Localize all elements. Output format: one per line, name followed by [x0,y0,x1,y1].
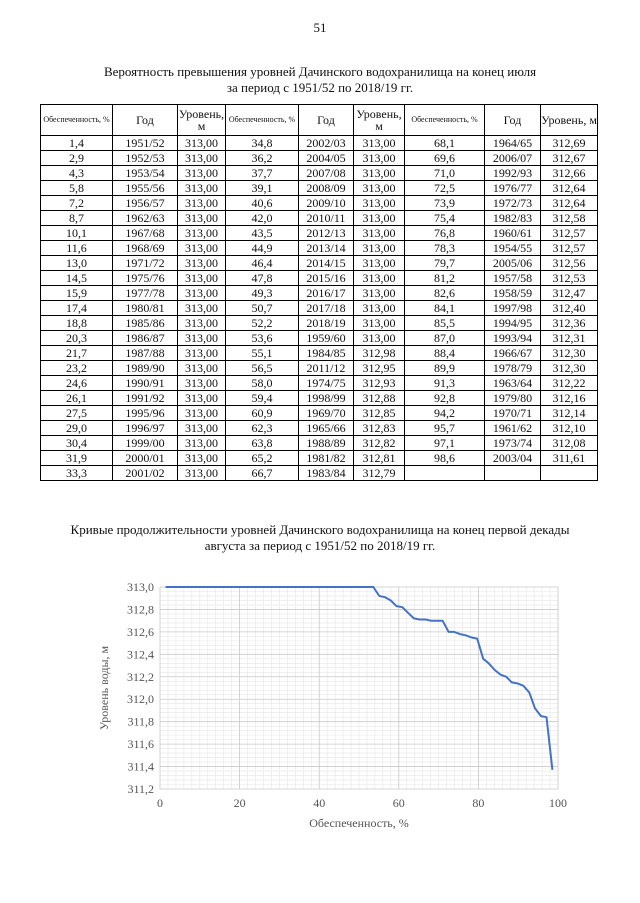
table-cell: 95,7 [405,421,485,436]
table-cell: 43,5 [226,226,299,241]
table-cell: 312,16 [541,391,598,406]
table-cell: 312,40 [541,301,598,316]
table-cell: 313,00 [178,316,226,331]
header-level-2: Уровень, м [354,105,405,136]
table-cell: 313,00 [354,331,405,346]
table-cell: 312,14 [541,406,598,421]
table-cell: 313,00 [178,346,226,361]
table-cell: 2001/02 [113,466,178,481]
page-number: 51 [313,20,327,35]
table-cell: 1969/70 [299,406,354,421]
table-cell: 71,0 [405,166,485,181]
table-cell: 313,00 [178,361,226,376]
table-cell: 313,00 [178,256,226,271]
table-cell: 312,53 [541,271,598,286]
table-cell: 312,36 [541,316,598,331]
table-cell: 312,30 [541,361,598,376]
table-cell: 1977/78 [113,286,178,301]
table-cell: 13,0 [41,256,113,271]
table-cell: 7,2 [41,196,113,211]
table-cell: 313,00 [354,166,405,181]
table-cell: 2,9 [41,151,113,166]
table-cell: 1952/53 [113,151,178,166]
y-tick-label: 312,8 [127,602,154,617]
table-cell: 313,00 [178,451,226,466]
table-cell: 1980/81 [113,301,178,316]
y-tick-label: 311,6 [127,737,154,752]
table-cell: 2015/16 [299,271,354,286]
table-cell: 2000/01 [113,451,178,466]
table-cell: 313,00 [354,271,405,286]
table-cell: 1968/69 [113,241,178,256]
header-provision-3: Обеспеченность, % [405,105,485,136]
table-cell: 1970/71 [485,406,541,421]
table-cell: 1992/93 [485,166,541,181]
table-cell: 312,08 [541,436,598,451]
table-cell: 15,9 [41,286,113,301]
table-cell: 10,1 [41,226,113,241]
table-cell: 313,00 [178,286,226,301]
table-cell: 2005/06 [485,256,541,271]
table-cell: 312,95 [354,361,405,376]
table-cell: 313,00 [178,196,226,211]
table-title-line2: за период с 1951/52 по 2018/19 гг. [226,80,414,95]
table-row [41,241,598,256]
table-cell: 312,93 [354,376,405,391]
table-row [41,286,598,301]
table-title [40,64,600,96]
table-cell: 1994/95 [485,316,541,331]
table-cell: 312,64 [541,181,598,196]
x-axis-label: Обеспеченность, % [309,816,409,830]
table-cell: 2016/17 [299,286,354,301]
table-row [41,331,598,346]
table-cell: 1991/92 [113,391,178,406]
table-cell: 1959/60 [299,331,354,346]
table-cell: 88,4 [405,346,485,361]
table-row [41,196,598,211]
table-cell: 55,1 [226,346,299,361]
table-cell: 313,00 [354,256,405,271]
table-cell: 30,4 [41,436,113,451]
table-cell: 313,00 [178,181,226,196]
x-tick-label: 20 [233,796,246,810]
table-cell: 1993/94 [485,331,541,346]
table-cell: 1996/97 [113,421,178,436]
table-cell: 1981/82 [299,451,354,466]
table-cell: 313,00 [178,271,226,286]
table-cell: 313,00 [178,226,226,241]
table-cell [485,466,541,481]
table-cell: 1964/65 [485,136,541,151]
table-cell: 313,00 [178,406,226,421]
table-cell: 1979/80 [485,391,541,406]
table-cell: 313,00 [354,196,405,211]
table-cell: 52,2 [226,316,299,331]
table-cell: 1989/90 [113,361,178,376]
table-cell: 1960/61 [485,226,541,241]
table-cell: 18,8 [41,316,113,331]
table-cell: 313,00 [354,316,405,331]
table-cell: 313,00 [178,421,226,436]
table-cell: 39,1 [226,181,299,196]
x-tick-label: 60 [392,796,405,810]
table-cell: 11,6 [41,241,113,256]
chart-title [40,522,600,554]
table-cell: 313,00 [354,286,405,301]
table-cell: 1,4 [41,136,113,151]
table-cell: 1971/72 [113,256,178,271]
table-cell: 311,61 [541,451,598,466]
table-cell: 1965/66 [299,421,354,436]
table-cell: 29,0 [41,421,113,436]
table-cell: 313,00 [178,241,226,256]
table-row [41,136,598,151]
table-cell: 2018/19 [299,316,354,331]
table-cell: 313,00 [178,331,226,346]
table-cell: 313,00 [354,226,405,241]
table-cell: 312,47 [541,286,598,301]
x-tick-label: 0 [157,796,163,810]
table-cell: 94,2 [405,406,485,421]
table-row [41,466,598,481]
table-cell: 53,6 [226,331,299,346]
table-cell: 2013/14 [299,241,354,256]
table-cell: 63,8 [226,436,299,451]
table-cell: 312,88 [354,391,405,406]
table-title-line1: Вероятность превышения уровней Дачинского водохранилища на конец июля [103,64,537,79]
table-cell: 62,3 [226,421,299,436]
table-cell: 1986/87 [113,331,178,346]
table-cell: 2010/11 [299,211,354,226]
table-cell: 56,5 [226,361,299,376]
x-tick-label: 100 [549,796,567,810]
table-cell: 1983/84 [299,466,354,481]
table-cell: 313,00 [354,181,405,196]
table-cell: 1963/64 [485,376,541,391]
table-cell: 5,8 [41,181,113,196]
table-cell: 1961/62 [485,421,541,436]
table-cell: 1985/86 [113,316,178,331]
table-cell: 1958/59 [485,286,541,301]
table-cell: 78,3 [405,241,485,256]
table-cell: 97,1 [405,436,485,451]
y-tick-label: 313,0 [127,580,154,594]
table-cell: 313,00 [354,151,405,166]
x-tick-label: 40 [313,796,326,810]
table-header-row [41,105,598,136]
table-cell: 312,31 [541,331,598,346]
table-cell [405,466,485,481]
table-cell: 312,10 [541,421,598,436]
table-cell: 312,58 [541,211,598,226]
table-cell: 2011/12 [299,361,354,376]
table-cell: 313,00 [178,376,226,391]
header-level-3: Уровень, м [541,105,598,136]
table-cell: 1988/89 [299,436,354,451]
table-row [41,436,598,451]
table-cell: 1972/73 [485,196,541,211]
table-cell: 312,30 [541,346,598,361]
table-cell: 313,00 [178,136,226,151]
table-cell: 2012/13 [299,226,354,241]
chart-title-line1: Кривые продолжительности уровней Дачинского водохранилища на конец первой декады [70,522,570,537]
table-cell: 2017/18 [299,301,354,316]
table-cell: 50,7 [226,301,299,316]
table-cell: 2004/05 [299,151,354,166]
table-cell: 49,3 [226,286,299,301]
table-cell: 312,98 [354,346,405,361]
table-cell: 81,2 [405,271,485,286]
table-cell: 72,5 [405,181,485,196]
chart-title-line2: августа за период с 1951/52 по 2018/19 гг. [204,538,436,553]
table-cell: 21,7 [41,346,113,361]
table-cell: 26,1 [41,391,113,406]
header-provision-1: Обеспеченность, % [41,105,113,136]
table-cell: 312,57 [541,241,598,256]
table-cell: 313,00 [178,151,226,166]
header-provision-2: Обеспеченность, % [226,105,299,136]
table-cell: 82,6 [405,286,485,301]
table-cell: 36,2 [226,151,299,166]
table-cell: 313,00 [354,136,405,151]
table-row [41,256,598,271]
table-cell: 312,82 [354,436,405,451]
table-row [41,406,598,421]
table-cell: 1954/55 [485,241,541,256]
table-cell: 1975/76 [113,271,178,286]
table-cell: 68,1 [405,136,485,151]
table-cell [541,466,598,481]
table-cell: 312,81 [354,451,405,466]
table-row [41,451,598,466]
table-row [41,301,598,316]
table-row [41,271,598,286]
table-cell: 1997/98 [485,301,541,316]
table-cell: 313,00 [178,466,226,481]
table-row [41,166,598,181]
table-cell: 312,69 [541,136,598,151]
table-cell: 89,9 [405,361,485,376]
table-cell: 46,4 [226,256,299,271]
table-cell: 79,7 [405,256,485,271]
table-cell: 59,4 [226,391,299,406]
table-cell: 37,7 [226,166,299,181]
table-cell: 23,2 [41,361,113,376]
table-cell: 1951/52 [113,136,178,151]
table-row [41,361,598,376]
table-row [41,391,598,406]
table-cell: 17,4 [41,301,113,316]
table-cell: 75,4 [405,211,485,226]
table-cell: 2009/10 [299,196,354,211]
table-cell: 33,3 [41,466,113,481]
table-cell: 1990/91 [113,376,178,391]
x-tick-label: 80 [472,796,485,810]
table-cell: 76,8 [405,226,485,241]
table-cell: 92,8 [405,391,485,406]
y-tick-label: 312,4 [127,647,154,662]
table-cell: 2006/07 [485,151,541,166]
table-cell: 66,7 [226,466,299,481]
header-year-3: Год [485,105,541,136]
table-cell: 2014/15 [299,256,354,271]
table-cell: 2003/04 [485,451,541,466]
table-cell: 1955/56 [113,181,178,196]
table-cell: 313,00 [354,241,405,256]
table-cell: 1953/54 [113,166,178,181]
table-cell: 1962/63 [113,211,178,226]
table-cell: 85,5 [405,316,485,331]
table-cell: 44,9 [226,241,299,256]
table-row [41,316,598,331]
table-row [41,376,598,391]
table-cell: 47,8 [226,271,299,286]
table-cell: 65,2 [226,451,299,466]
table-row [41,151,598,166]
table-cell: 312,79 [354,466,405,481]
y-tick-label: 311,4 [127,759,154,774]
table-cell: 1987/88 [113,346,178,361]
table-cell: 313,00 [178,301,226,316]
table-cell: 84,1 [405,301,485,316]
header-year-1: Год [113,105,178,136]
table-cell: 60,9 [226,406,299,421]
table-cell: 312,85 [354,406,405,421]
y-tick-label: 312,0 [127,692,154,707]
table-cell: 42,0 [226,211,299,226]
y-tick-label: 312,6 [127,624,154,639]
table-cell: 69,6 [405,151,485,166]
table-cell: 2002/03 [299,136,354,151]
header-year-2: Год [299,105,354,136]
table-cell: 1982/83 [485,211,541,226]
table-cell: 313,00 [354,211,405,226]
table-cell: 1995/96 [113,406,178,421]
probability-table [40,104,598,481]
table-cell: 4,3 [41,166,113,181]
table-cell: 87,0 [405,331,485,346]
table-cell: 312,67 [541,151,598,166]
table-body [41,136,598,481]
table-cell: 312,56 [541,256,598,271]
table-cell: 1966/67 [485,346,541,361]
table-cell: 1978/79 [485,361,541,376]
table-cell: 313,00 [178,166,226,181]
table-cell: 1956/57 [113,196,178,211]
table-cell: 2007/08 [299,166,354,181]
duration-curve-chart [0,560,640,830]
table-cell: 313,00 [178,391,226,406]
table-cell: 313,00 [178,211,226,226]
table-cell: 73,9 [405,196,485,211]
table-cell: 20,3 [41,331,113,346]
y-tick-label: 311,2 [127,782,154,796]
table-cell: 31,9 [41,451,113,466]
table-row [41,211,598,226]
table-cell: 27,5 [41,406,113,421]
table-cell: 1999/00 [113,436,178,451]
table-cell: 14,5 [41,271,113,286]
table-cell: 2008/09 [299,181,354,196]
table-cell: 1973/74 [485,436,541,451]
table-cell: 1998/99 [299,391,354,406]
table-cell: 1967/68 [113,226,178,241]
table-cell: 58,0 [226,376,299,391]
table-row [41,421,598,436]
table-cell: 312,57 [541,226,598,241]
table-cell: 91,3 [405,376,485,391]
table-cell: 312,22 [541,376,598,391]
table-cell: 313,00 [178,436,226,451]
table-cell: 1984/85 [299,346,354,361]
table-cell: 1974/75 [299,376,354,391]
y-axis-label: Уровень воды, м [97,645,111,731]
y-tick-label: 312,2 [127,669,154,684]
table-cell: 40,6 [226,196,299,211]
table-row [41,181,598,196]
table-cell: 1976/77 [485,181,541,196]
table-cell: 313,00 [354,301,405,316]
header-level-1: Уровень, м [178,105,226,136]
table-cell: 312,83 [354,421,405,436]
table-cell: 1957/58 [485,271,541,286]
table-cell: 98,6 [405,451,485,466]
table-cell: 312,64 [541,196,598,211]
table-row [41,226,598,241]
table-cell: 8,7 [41,211,113,226]
y-tick-label: 311,8 [127,714,154,729]
table-cell: 24,6 [41,376,113,391]
table-row [41,346,598,361]
table-cell: 34,8 [226,136,299,151]
table-cell: 312,66 [541,166,598,181]
